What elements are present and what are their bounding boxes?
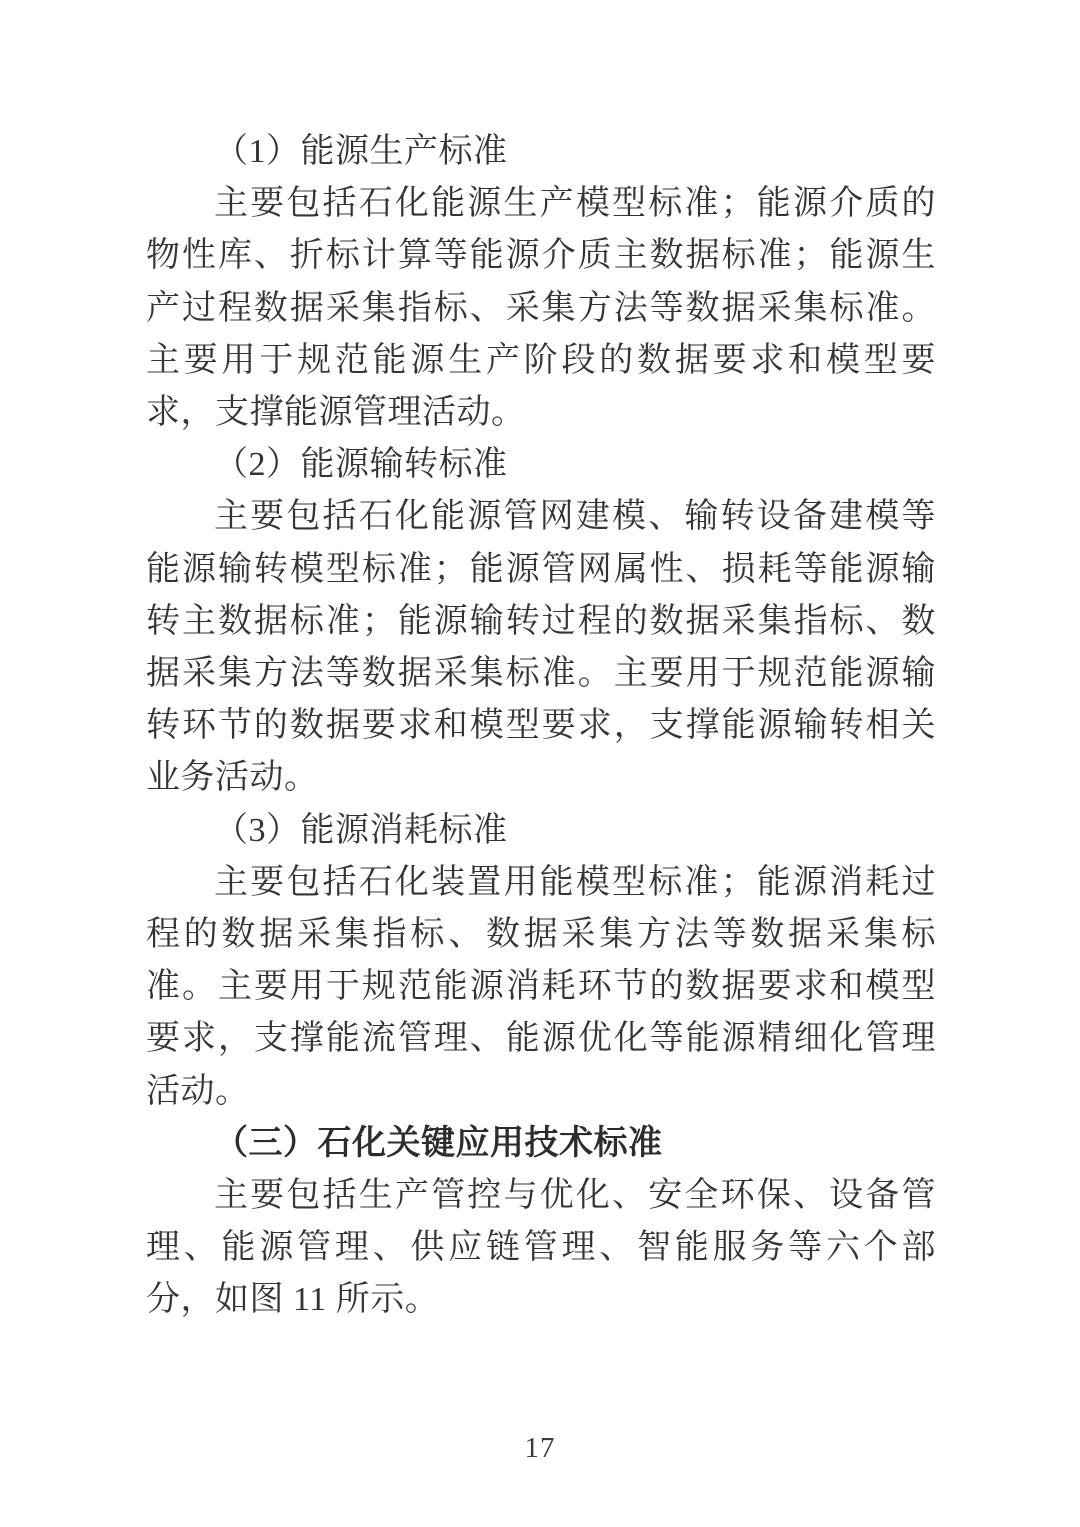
paragraph-energy-consumption: 主要包括石化装置用能模型标准；能源消耗过程的数据采集指标、数据采集方法等数据采集标准。主要用于规范能源消耗环节的数据要求和模型要求，支撑能流管理、能源优化等能源精细化管理活动。 [146, 863, 936, 1110]
paragraph-key-application-tech: 主要包括生产管控与优化、安全环保、设备管理、能源管理、供应链管理、智能服务等六个部分，如图 11 所示。 [146, 1177, 936, 1319]
section-heading-energy-transfer: （2）能源输转标准 [214, 446, 508, 484]
section-heading-key-application-tech-standards: （三）石化关键应用技术标准 [214, 1124, 663, 1162]
section-heading-energy-consumption: （3）能源消耗标准 [214, 811, 508, 849]
section-heading-energy-production: （1）能源生产标准 [214, 133, 508, 170]
document-body [146, 126, 936, 1327]
page-number: 17 [524, 1432, 556, 1464]
paragraph-energy-transfer: 主要包括石化能源管网建模、输转设备建模等能源输转模型标准；能源管网属性、损耗等能源输转主数据标准；能源输转过程的数据采集指标、数据采集方法等数据采集标准。主要用于规范能源输转环节的数据要求和模型要求，支撑能源输转相关业务活动。 [146, 498, 936, 797]
paragraph-energy-production: 主要包括石化能源生产模型标准；能源介质的物性库、折标计算等能源介质主数据标准；能源生产过程数据采集指标、采集方法等数据采集标准。主要用于规范能源生产阶段的数据要求和模型要求，支撑能源管理活动。 [146, 185, 936, 432]
